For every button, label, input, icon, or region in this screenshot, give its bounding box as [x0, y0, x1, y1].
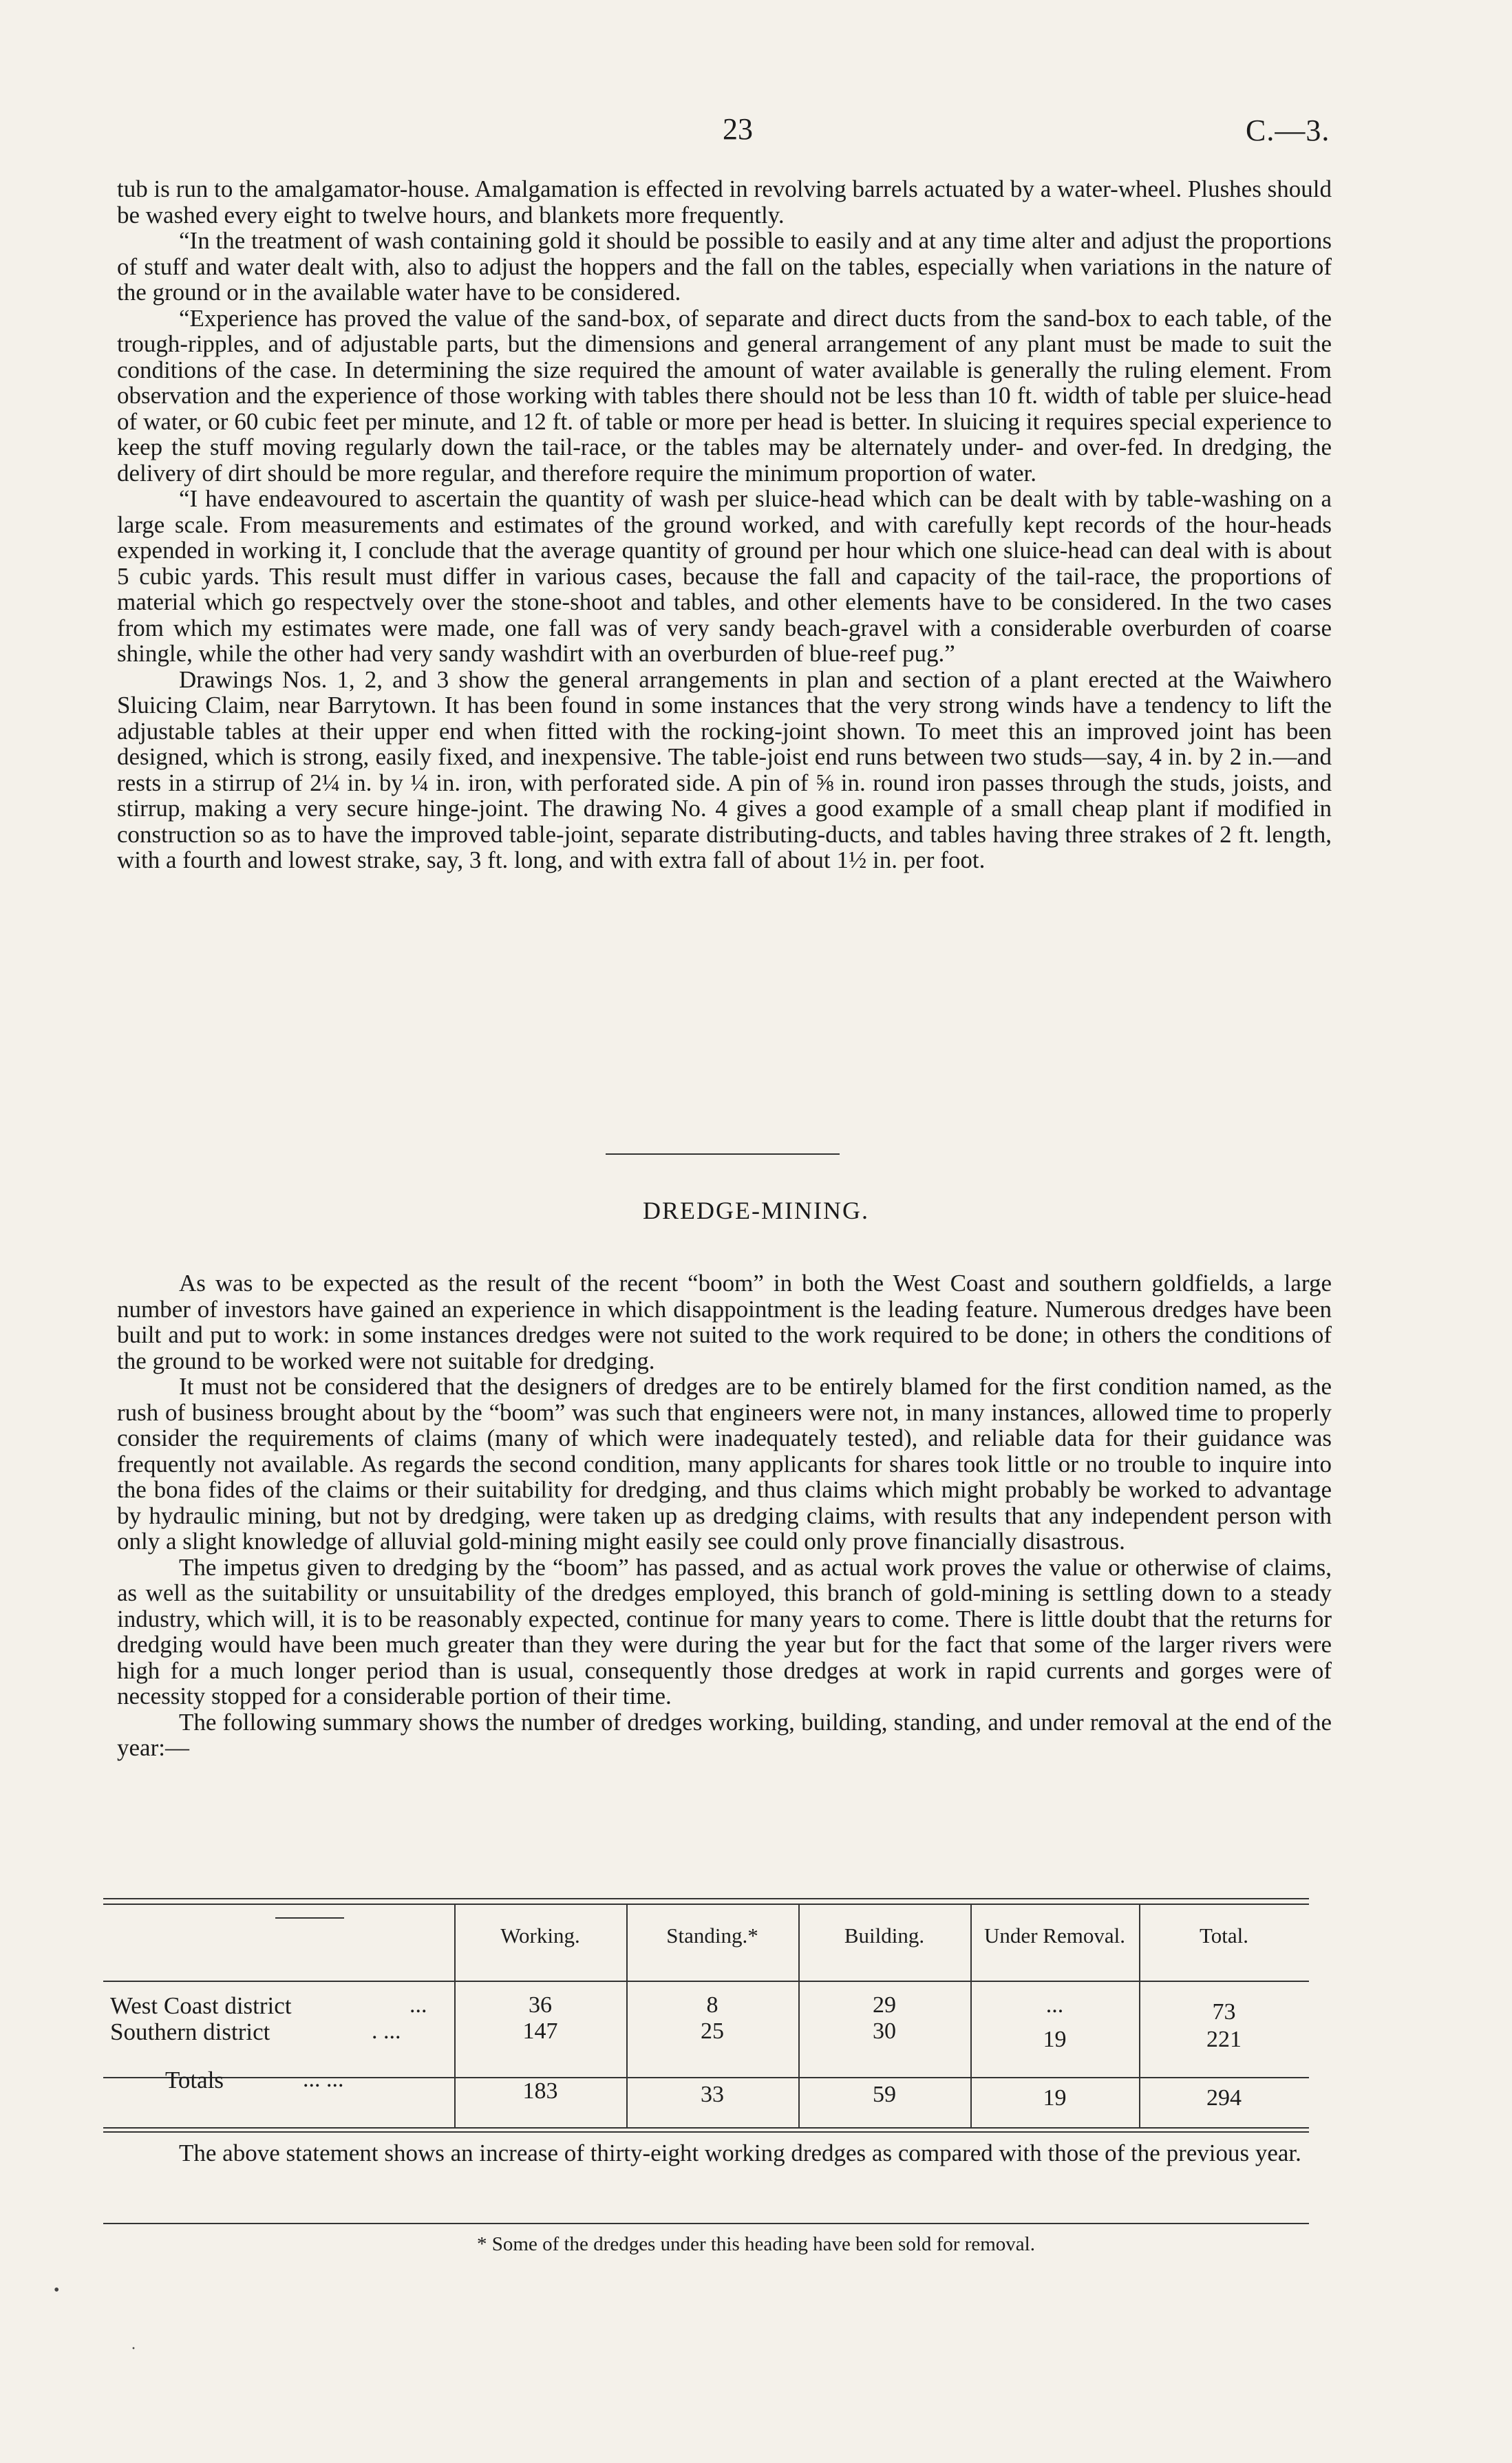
column-header: Working.: [500, 1923, 580, 1948]
paragraph: It must not be considered that the designers of dredges are to be entirely blamed for the first condition named, as the rush of business brought about by the “boom” was such that engineers were not, in many instances, allowed time to properly consider the requirements of claims (many of which were inadequately tested), and reliable data for their guidance was frequently not available. As regards the second condition, many applicants for shares took little or no trouble to inquire into the bona fides of the claims or their suitability for dredging, and thus claims which might probably be worked to advantage by hydraulic mining, but not by dredging, were taken up as dredging claims, with results that any independent person with only a slight knowledge of alluvial gold-mining might easily see could only prove financially disastrous.: [117, 1373, 1332, 1555]
column-header: Building.: [844, 1923, 925, 1948]
column-header: Standing.*: [666, 1923, 758, 1948]
paragraph: tub is run to the amalgamator-house. Amalgamation is effected in revolving barrels actuated by a water-wheel. Plushes should be washed every eight to twelve hours, and blankets more frequently.: [117, 175, 1332, 228]
table-rule: [103, 2127, 1309, 2129]
header-dash: [275, 1917, 344, 1919]
column-header: Under Removal.: [984, 1923, 1125, 1948]
leader-dots: ...: [409, 1992, 427, 2018]
row-label: West Coast district: [110, 1992, 292, 2019]
table-rule: [103, 1904, 1309, 1905]
totals-cell: 19: [1043, 2085, 1067, 2111]
footnote: * Some of the dredges under this heading have been sold for removal.: [477, 2233, 1035, 2255]
footnote-rule: [103, 2223, 1309, 2224]
body-text-after-table: [117, 2140, 1332, 2166]
paragraph: “In the treatment of wash containing gold it should be possible to easily and at any time alter and adjust the proportions of stuff and water dealt with, also to adjust the hoppers and the fall on the tables, especially when variations in the nature of the ground or in the available water have to be considered.: [117, 227, 1332, 306]
table-rule: [103, 2131, 1309, 2133]
table-cell: 8: [706, 1992, 718, 2018]
table-rule: [103, 1981, 1309, 1982]
margin-mark: ·: [131, 2340, 136, 2358]
page-number: 23: [723, 112, 753, 146]
paragraph: The above statement shows an increase of thirty-eight working dredges as compared with those of the previous year.: [179, 2140, 1301, 2166]
table-rule: [103, 1898, 1309, 1899]
paragraph: “I have endeavoured to ascertain the quantity of wash per sluice-head which can be dealt with by table-washing on a large scale. From measurements and estimates of the ground worked, and with carefully kept records of the hour-heads expended in working it, I conclude that the average quantity of ground per hour which one sluice-head can deal with is about 5 cubic yards. This result must differ in various cases, because the fall and capacity of the tail-race, the proportions of material which go respectvely over the stone-shoot and tables, and other elements have to be considered. In the two cases from which my estimates were made, one fall was of very sandy beach-gravel with a considerable overburden of coarse shingle, while the other had very sandy washdirt with an overburden of blue-reef pug.”: [117, 485, 1332, 667]
table-cell: 19: [1043, 2027, 1067, 2052]
column-header: Total.: [1199, 1923, 1248, 1948]
paragraph: Drawings Nos. 1, 2, and 3 show the general arrangements in plan and section of a plant erected at the Waiwhero Sluicing Claim, near Barrytown. It has been found in some instances that the very strong winds have a tendency to lift the adjustable tables at their upper end when fitted with the rocking-joint shown. To meet this an improved joint has been designed, which is strong, easily fixed, and inexpensive. The table-joist end runs between two studs—say, 4 in. by 2 in.—and rests in a stirrup of 2¼ in. by ¼ in. iron, with perforated side. A pin of ⅝ in. round iron passes through the studs, joists, and stirrup, making a very secure hinge-joint. The drawing No. 4 gives a good example of a small cheap plant if modified in construction so as to have the improved table-joint, separate distributing-ducts, and tables having three strakes of 2 ft. length, with a fourth and lowest strake, say, 3 ft. long, and with extra fall of about 1½ in. per foot.: [117, 665, 1332, 873]
margin-mark: •: [54, 2281, 60, 2299]
section-divider: [606, 1153, 840, 1155]
page-header: [0, 111, 1512, 153]
table-cell: 30: [873, 2018, 896, 2044]
totals-cell: 59: [873, 2082, 896, 2107]
table-cell: 147: [522, 2018, 558, 2044]
row-label: Southern district: [110, 2018, 270, 2045]
leader-dots: . ...: [372, 2018, 401, 2044]
paragraph: The impetus given to dredging by the “boom” has passed, and as actual work proves the value or otherwise of claims, as well as the suitability or unsuitability of the dredges employed, this branch of gold-mining is settling down to a steady industry, which will, it is to be reasonably expected, continue for many years to come. There is little doubt that the returns for dredging would have been much greater than they were during the year but for the fact that some of the larger rivers were high for a much longer period than is usual, consequently those dredges at work in rapid currents and gorges were of necessity stopped for a considerable portion of their time.: [117, 1553, 1332, 1709]
section-title: DREDGE-MINING.: [643, 1197, 869, 1224]
table-cell: 36: [529, 1992, 552, 2018]
paragraph: As was to be expected as the result of the recent “boom” in both the West Coast and southern goldfields, a large number of investors have gained an experience in which disappointment is the leading feature. Numerous dredges have been built and put to work: in some instances dredges were not suited to the work required to be done; in others the conditions of the ground to be worked were not suitable for dredging.: [117, 1270, 1332, 1374]
table-cell: 73: [1212, 1999, 1236, 2025]
table-cell: 221: [1206, 2027, 1242, 2052]
table-cell: 29: [873, 1992, 896, 2018]
document-reference: C.—3.: [1246, 114, 1330, 147]
totals-cell: 33: [701, 2082, 724, 2107]
totals-cell: 294: [1206, 2085, 1242, 2111]
table-rule: [103, 2077, 1309, 2078]
table-cell: 25: [701, 2018, 724, 2044]
paragraph: “Experience has proved the value of the sand-box, of separate and direct ducts from the sand-box to each table, of the trough-ripples, and of adjustable parts, but the dimensions and general arrangement of any plant must be made to suit the conditions of the case. In determining the size required the amount of water available is generally the ruling element. From observation and the experience of those working with tables there should not be less than 10 ft. width of table per sluice-head of water, or 60 cubic feet per minute, and 12 ft. of table or more per head is better. In sluicing it requires special experience to keep the stuff moving regularly down the tail-race, or the tables may be alternately under- and over-fed. In dredging, the delivery of dirt should be more regular, and therefore require the minimum proportion of water.: [117, 304, 1332, 487]
totals-label: Totals: [165, 2067, 224, 2093]
paragraph: The following summary shows the number of dredges working, building, standing, and under removal at the end of the year:—: [117, 1708, 1332, 1761]
table-cell: ...: [1045, 1992, 1064, 2018]
leader-dots: ... ...: [303, 2067, 344, 2092]
body-text-dredge-mining: [117, 1270, 1332, 1761]
body-text-upper: [117, 176, 1332, 873]
totals-cell: 183: [522, 2078, 558, 2104]
